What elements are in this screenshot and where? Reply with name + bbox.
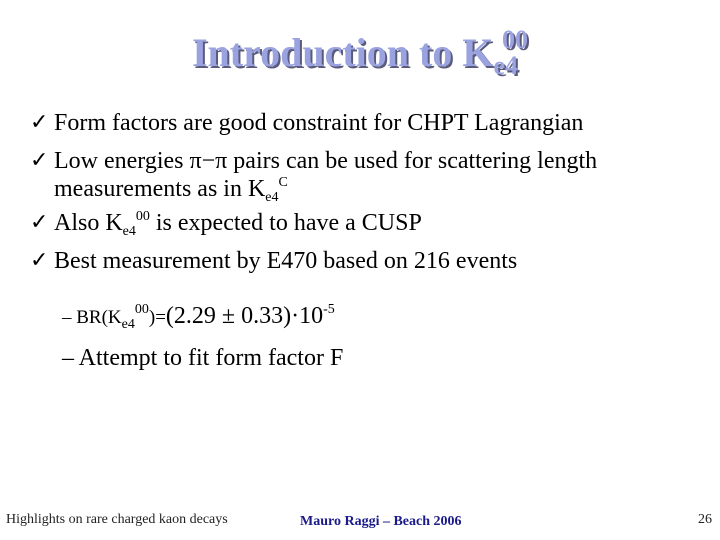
bullet-list	[30, 104, 710, 280]
sub-item-fit: – Attempt to fit form factor F	[62, 345, 344, 371]
checkmark-icon: ✓	[30, 248, 49, 273]
title-text: Introduction to K	[191, 30, 494, 75]
bullet-text: Low energies π−π pairs can be used for scattering length	[54, 148, 598, 174]
sub-bullet-list	[62, 296, 702, 378]
slide-title	[0, 24, 720, 81]
checkmark-icon: ✓	[30, 110, 49, 135]
bullet-cusp: ✓ Also $K_{e4}^{00}$ is expected to have a CUSP	[30, 204, 710, 242]
footer-author: Mauro Raggi – Beach 2006	[300, 514, 462, 529]
bullet-best-measurement	[30, 242, 710, 280]
bullet-text: Form factors are good constraint for CHPT Lagrangian	[54, 110, 584, 136]
bullet-form-factors	[30, 104, 710, 142]
checkmark-icon: ✓	[30, 210, 49, 235]
bullet-text: Best measurement by E470 based on 216 events	[54, 248, 518, 274]
checkmark-icon: ✓	[30, 148, 49, 173]
sub-item-br: – $BR(K_{e4}^{00})=(2.29 \pm 0.33)\cdot 10^{-5}$	[62, 302, 335, 332]
footer-title: Highlights on rare charged kaon decays	[6, 512, 228, 527]
page-number: 26	[698, 512, 712, 527]
bullet-continuation: measurements as in $K_{e4}^C$	[54, 175, 288, 205]
title-superscript: 00	[502, 25, 529, 54]
bullet-low-energies	[30, 142, 710, 204]
title-subscript: e4	[493, 51, 519, 80]
